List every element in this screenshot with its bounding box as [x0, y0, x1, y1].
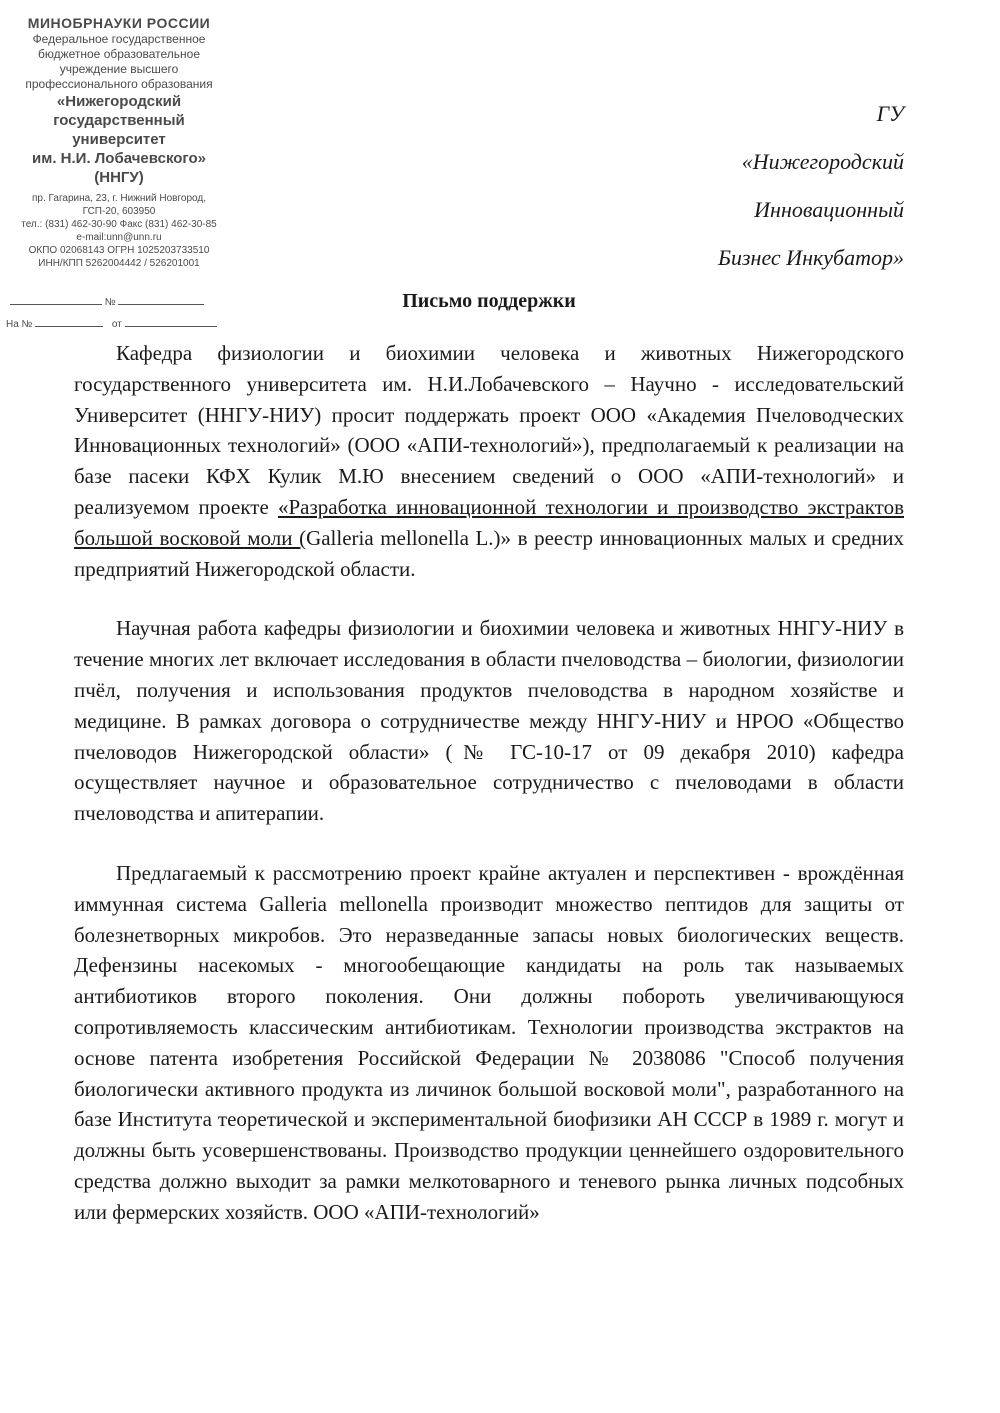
letterhead — [6, 14, 232, 270]
addressee-line: ГУ — [876, 101, 904, 126]
university-name-line: университет — [72, 131, 166, 148]
addressee-line: «Нижегородский — [741, 149, 904, 174]
university-abbreviation: (ННГУ) — [94, 169, 144, 186]
paragraph-1-ending: Galleria mellonella L.)» в реестр инновационных малых и средних предприятий Нижегородской области. — [74, 525, 905, 581]
email-line: e-mail:unn@unn.ru — [76, 232, 162, 243]
project-title-underlined: «Разработка инновационной технологии и производство экстрактов большой восковой моли ( — [74, 494, 904, 550]
ministry-name: МИНОБРНАУКИ РОССИИ — [27, 15, 211, 31]
reply-number-blank — [35, 318, 103, 327]
addressee-line: Инновационный — [754, 197, 904, 222]
reply-date-blank — [125, 318, 217, 327]
inn-kpp-line: ИНН/КПП 5262004442 / 526201001 — [38, 258, 200, 269]
reply-to-line — [6, 318, 217, 330]
letter-body — [74, 338, 904, 1228]
okpo-ogrn-line: ОКПО 02068143 ОГРН 1025203733510 — [28, 245, 210, 256]
paragraph-3: Предлагаемый к рассмотрению проект крайне актуален и перспективен - врождённая иммунная система Galleria mellonella производит множество пептидов для защиты от болезнетворных микробов. Это неразведанные запасы новых биологических веществ. Дефензины насекомых - многообещающие кандидаты на роль так называемых антибиотиков второго поколения. Они должны побороть увеличивающуюся сопротивляемость классическим антибиотикам. Технологии производства экстрактов на основе патента изобретения Российской Федерации № 2038086 "Способ получения биологически активного продукта из личинок большой восковой моли", разработанного на базе Института теоретической и экспериментальной биофизики АН СССР в 1989 г. могут и должны быть усовершенствованы. Производство продукции ценнейшего оздоровительного средства должно выходит за рамки мелкотоварного и теневого рынка личных подсобных или фермерских хозяйств. ООО «АПИ-технологий» — [74, 860, 904, 1224]
paragraph-2: Научная работа кафедры физиологии и биохимии человека и животных ННГУ-НИУ в течение многих лет включает исследования в области пчеловодства – биологии, физиологии пчёл, получения и использования продуктов пчеловодства в народном хозяйстве и медицине. В рамках договора о сотрудничестве между ННГУ-НИУ и НРОО «Общество пчеловодов Нижегородской области» (№ ГС-10-17 от 09 декабря 2010) кафедра осуществляет научное и образовательное сотрудничество с пчеловодами в области пчеловодства и апитерапии. — [74, 616, 904, 826]
addressee-block — [604, 90, 904, 282]
paragraph-1 — [74, 338, 904, 584]
reply-to-label: На № — [6, 319, 33, 330]
number-label: № — [104, 297, 116, 308]
university-name-line: государственный — [53, 112, 185, 129]
letter-title: Письмо поддержки — [402, 290, 576, 312]
institution-type-line: профессионального образования — [25, 77, 213, 91]
address-line: пр. Гагарина, 23, г. Нижний Новгород, — [32, 193, 206, 204]
university-name-line: «Нижегородский — [56, 93, 182, 110]
institution-type-line: Федеральное государственное — [32, 32, 206, 46]
university-name-line: им. Н.И. Лобачевского» — [32, 150, 206, 167]
address-line: ГСП-20, 603950 — [82, 206, 156, 217]
paragraph-1-text: Кафедра физиологии и биохимии человека и животных Нижегородского государственного университета им. Н.И.Лобачевского – Научно - исследовательский Университет (ННГУ-НИУ) просит поддержать проект ООО «Академия Пчеловодческих Инновационных технологий» (ООО «АПИ-технологий»), предполагаемый к реализации на базе пасеки КФХ Кулик М.Ю внесением сведений о ООО «АПИ-технологий» и реализуемом проекте — [74, 341, 904, 519]
addressee-line: Бизнес Инкубатор» — [717, 245, 904, 270]
phone-fax-line: тел.: (831) 462-30-90 Факс (831) 462-30-85 — [21, 219, 217, 230]
from-label: от — [111, 319, 122, 330]
institution-type-line: учреждение высшего — [59, 62, 179, 76]
institution-type-line: бюджетное образовательное — [37, 47, 201, 61]
